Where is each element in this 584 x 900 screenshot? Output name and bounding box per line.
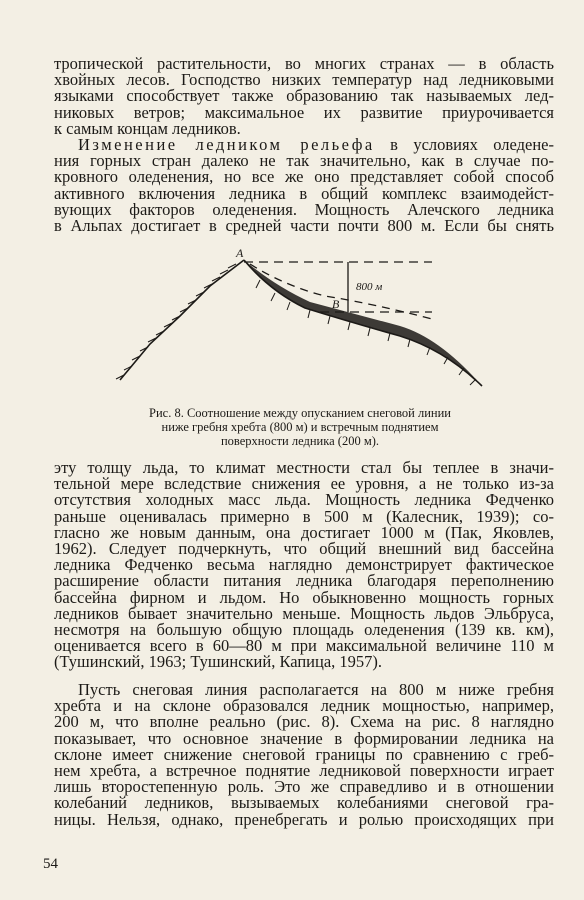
figure-caption bbox=[110, 406, 490, 448]
paragraph2-line-5: вующих факторов оледенения. Мощность Алечского ледника bbox=[54, 199, 554, 219]
text-block-middle bbox=[54, 460, 554, 670]
paragraph4-line-4: показывает, что основное значение в формировании ледника на bbox=[54, 728, 554, 748]
paragraph1-line-3: языками способствует также образованию так называемых лед- bbox=[54, 86, 554, 106]
label-b: В bbox=[332, 297, 340, 311]
paragraph1-line-2: хвойных лесов. Господство низких температур над ледниковыми bbox=[54, 70, 554, 90]
paragraph2-line-1-rest: в условиях оледене- bbox=[374, 134, 554, 154]
ridge-left-hatching bbox=[116, 264, 236, 379]
page-number: 54 bbox=[43, 856, 58, 872]
paragraph3-line-13: (Тушинский, 1963; Тушинский, Капица, 1957). bbox=[54, 652, 383, 672]
paragraph3-line-1: эту толщу льда, то климат местности стал бы теплее в значи- bbox=[54, 458, 554, 477]
paragraph2-lead-spaced: Изменение ледником рельефа bbox=[78, 134, 375, 154]
paragraph4-line-2: хребта и на склоне образовался ледник мощностью, например, bbox=[54, 696, 554, 716]
paragraph3-line-7: ледника Федченко весьма наглядно демонстрирует фактическое bbox=[54, 555, 554, 575]
label-a: А bbox=[236, 246, 244, 260]
paragraph4-line-6: нем хребта, а встречное поднятие ледниковой поверхности играет bbox=[54, 760, 554, 780]
ridge-left-slope bbox=[120, 260, 244, 380]
paragraph3-line-5: гласно же новым данным, она достигает 1000 м (Пак, Яковлев, bbox=[54, 522, 554, 542]
paragraph3-line-3: отсутствия холодных масс льда. Мощность ледника Федченко bbox=[54, 490, 554, 510]
paragraph1-line-4: никовых ветров; максимальное их развитие приурочивается bbox=[54, 102, 554, 122]
paragraph1-line-5: к самым концам ледников. bbox=[54, 118, 241, 138]
text-block-top bbox=[54, 56, 554, 234]
paragraph3-line-6: 1962). Следует подчеркнуть, что общий внешний вид бассейна bbox=[54, 538, 554, 558]
paragraph2-line-3: кровного оледенения, но все же оно представляет собой способ bbox=[54, 167, 554, 187]
glacier-diagram-svg bbox=[110, 246, 500, 396]
paragraph4-line-5: склоне имеет снижение снеговой границы по сравнению с греб- bbox=[54, 744, 554, 764]
paragraph2-line-2: ния горных стран далеко не так значительно, как в случае по- bbox=[54, 151, 554, 171]
caption-line-1: Рис. 8. Соотношение между опусканием снеговой линии bbox=[149, 406, 451, 420]
paragraph2-line-6: в Альпах достигает в средней части почти 800 м. Если бы снять bbox=[54, 215, 554, 235]
text-block-bottom bbox=[54, 682, 554, 828]
paragraph3-line-2: тельной мере вследствие снижения ее уровня, а не только из-за bbox=[54, 474, 554, 494]
paragraph4-line-9: ницы. Нельзя, однако, пренебрегать и ролью происходящих при bbox=[54, 809, 554, 829]
label-height: 800 м bbox=[356, 281, 383, 293]
paragraph3-line-8: расширение области питания ледника благодаря переполнению bbox=[54, 571, 554, 591]
paragraph1-line-1: тропической растительности, во многих странах — в область bbox=[54, 54, 554, 73]
glacier-body bbox=[244, 260, 482, 386]
paragraph3-line-9: бассейна фирном и льдом. Но обыкновенно мощность горных bbox=[54, 587, 554, 607]
paragraph3-line-4: раньше оценивалась примерно в 500 м (Калесник, 1939); со- bbox=[54, 506, 554, 526]
caption-line-3: поверхности ледника (200 м). bbox=[220, 434, 380, 448]
paragraph3-line-11: несмотря на большую общую площадь оледенения (139 кв. км), bbox=[54, 619, 554, 639]
paragraph2-line-4: активного включения ледника в общий комплекс взаимодейст- bbox=[54, 183, 554, 203]
paragraph4-line-3: 200 м, что вполне реально (рис. 8). Схема на рис. 8 наглядно bbox=[54, 712, 554, 732]
paragraph4-line-8: колебаний ледников, вызываемых колебаниями снеговой гра- bbox=[54, 793, 554, 813]
paragraph3-line-10: ледников бывает значительно меньше. Мощность льдов Эльбруса, bbox=[54, 603, 554, 623]
figure-glacier-diagram bbox=[110, 246, 500, 396]
paragraph4-line-1: Пусть снеговая линия располагается на 800 м ниже гребня bbox=[78, 680, 554, 699]
caption-line-2: ниже гребня хребта (800 м) и встречным поднятием bbox=[161, 420, 439, 434]
paragraph3-line-12: оценивается всего в 60—80 м при максимальной величине 110 м bbox=[54, 636, 554, 656]
paragraph4-line-7: лишь второстепенную роль. Это же справедливо и в отношении bbox=[54, 777, 554, 797]
